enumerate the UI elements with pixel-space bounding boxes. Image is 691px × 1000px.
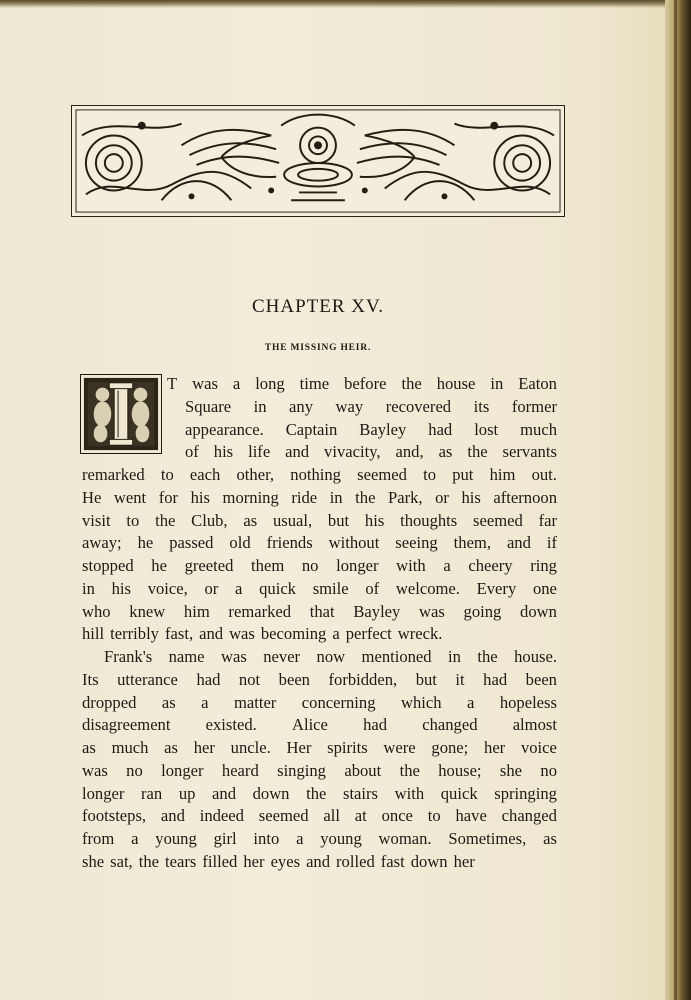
word: old bbox=[229, 533, 251, 553]
word: his bbox=[364, 510, 385, 530]
word: hill bbox=[82, 624, 105, 644]
word: the bbox=[467, 442, 488, 462]
word: much bbox=[111, 738, 149, 757]
word: house bbox=[436, 374, 476, 393]
word: longer bbox=[336, 556, 379, 575]
book-spine bbox=[665, 0, 691, 1000]
word: them bbox=[251, 556, 285, 575]
text-line bbox=[104, 645, 557, 668]
word: without bbox=[328, 533, 380, 553]
word: to bbox=[423, 465, 437, 484]
text-line bbox=[82, 804, 557, 827]
text-line bbox=[82, 850, 557, 873]
word: longer bbox=[82, 783, 125, 803]
word: afternoon bbox=[493, 487, 557, 507]
word: or bbox=[204, 578, 219, 598]
word: from bbox=[82, 829, 115, 848]
word: the bbox=[401, 374, 422, 393]
word: and bbox=[306, 851, 331, 871]
word: fast, bbox=[164, 624, 194, 644]
word: he bbox=[137, 533, 154, 553]
word: a bbox=[443, 556, 451, 575]
word: if bbox=[546, 533, 557, 553]
word: mentioned bbox=[361, 647, 432, 666]
word: in bbox=[253, 396, 267, 416]
word: had bbox=[483, 669, 508, 689]
word: a bbox=[235, 578, 243, 598]
word: as bbox=[161, 692, 176, 712]
word: wreck. bbox=[397, 624, 443, 644]
word: him bbox=[183, 601, 210, 621]
word: perfect bbox=[345, 624, 392, 644]
text-line bbox=[82, 759, 557, 782]
word: Captain bbox=[285, 419, 338, 439]
text-line bbox=[82, 463, 557, 486]
word: the bbox=[477, 647, 498, 666]
word: had bbox=[196, 669, 221, 689]
word: remarked bbox=[228, 601, 292, 621]
word: Frank's bbox=[104, 647, 153, 666]
word: tears bbox=[165, 851, 197, 871]
word: its bbox=[473, 396, 490, 416]
word: not bbox=[238, 669, 261, 689]
word: the bbox=[355, 487, 376, 507]
word: ride bbox=[291, 487, 318, 507]
word: her bbox=[484, 738, 506, 757]
word: Club, bbox=[191, 510, 228, 530]
word: ring bbox=[530, 556, 557, 575]
word: went bbox=[113, 487, 147, 507]
word: Park, bbox=[387, 487, 423, 507]
word: He bbox=[82, 487, 102, 507]
word: nothing bbox=[290, 465, 341, 484]
word: concerning bbox=[301, 692, 376, 712]
word: gone; bbox=[431, 738, 469, 757]
word: house. bbox=[514, 647, 557, 666]
word: she bbox=[499, 760, 523, 780]
word: changed bbox=[501, 806, 557, 826]
word: young bbox=[320, 829, 362, 848]
word: Her bbox=[286, 738, 312, 757]
word: as bbox=[164, 738, 178, 757]
word: been bbox=[525, 669, 557, 689]
word: he bbox=[151, 556, 167, 575]
word: longer bbox=[161, 760, 204, 780]
word: but bbox=[327, 510, 350, 530]
word: a bbox=[232, 374, 241, 393]
text-line bbox=[185, 418, 557, 441]
text-line bbox=[82, 509, 557, 532]
word: Square bbox=[185, 396, 232, 416]
word: was bbox=[82, 760, 108, 780]
word: about bbox=[344, 760, 382, 780]
text-line bbox=[82, 554, 557, 577]
word: at bbox=[354, 806, 367, 826]
word: morning bbox=[222, 487, 279, 507]
word: seemed bbox=[258, 806, 309, 826]
word: spirits bbox=[327, 738, 368, 757]
word: cheery bbox=[468, 556, 513, 575]
word: was bbox=[419, 601, 445, 621]
word: never bbox=[263, 647, 301, 666]
word: down bbox=[252, 783, 290, 803]
word: of bbox=[365, 578, 380, 598]
text-line bbox=[185, 395, 557, 418]
word: seemed bbox=[473, 510, 523, 530]
word: way bbox=[335, 396, 364, 416]
word: any bbox=[289, 396, 314, 416]
word: utterance bbox=[117, 669, 178, 689]
word: was bbox=[229, 624, 255, 644]
word: his bbox=[461, 487, 481, 507]
word: going bbox=[463, 601, 502, 621]
word: visit bbox=[82, 510, 111, 530]
word: it bbox=[455, 669, 465, 689]
word: Its bbox=[82, 669, 99, 689]
word: her bbox=[193, 738, 215, 757]
chapter-title: THE MISSING HEIR. bbox=[264, 343, 372, 353]
word: to bbox=[126, 510, 140, 530]
word: thoughts bbox=[400, 510, 458, 530]
text-line bbox=[82, 531, 557, 554]
word: appearance. bbox=[185, 419, 264, 439]
word: to bbox=[160, 465, 174, 484]
text-line bbox=[82, 668, 557, 691]
word: away; bbox=[82, 533, 122, 553]
word: uncle. bbox=[230, 738, 271, 757]
word: them, bbox=[453, 533, 491, 553]
word: hopeless bbox=[499, 692, 557, 712]
word: in bbox=[490, 374, 504, 393]
text-line bbox=[82, 577, 557, 600]
word: the bbox=[306, 783, 327, 803]
word: his bbox=[190, 487, 210, 507]
ornamental-headpiece bbox=[71, 105, 565, 217]
word: greeted bbox=[184, 556, 234, 575]
word: young bbox=[155, 829, 197, 848]
word: much bbox=[520, 419, 557, 439]
word: vivacity, bbox=[324, 442, 381, 462]
word: Sometimes, bbox=[448, 829, 527, 848]
text-line bbox=[82, 691, 557, 714]
word: rolled bbox=[336, 851, 375, 871]
word: sat, bbox=[110, 851, 133, 871]
word: have bbox=[455, 806, 487, 826]
word: knew bbox=[129, 601, 166, 621]
word: seeing bbox=[395, 533, 438, 553]
word: fast bbox=[380, 851, 405, 871]
word: disagreement bbox=[82, 715, 171, 735]
word: with bbox=[396, 556, 426, 575]
word: and bbox=[199, 624, 224, 644]
word: Every bbox=[476, 578, 517, 598]
word: no bbox=[126, 760, 143, 780]
page-top-edge bbox=[0, 0, 691, 8]
word: terribly bbox=[110, 624, 159, 644]
text-line bbox=[82, 713, 557, 736]
word: now bbox=[316, 647, 346, 666]
word: filled bbox=[202, 851, 238, 871]
word: which bbox=[400, 692, 442, 712]
chapter-heading: CHAPTER XV. bbox=[251, 296, 385, 317]
word: each bbox=[189, 465, 221, 484]
word: in bbox=[329, 487, 343, 507]
text-line bbox=[82, 486, 557, 509]
word: who bbox=[82, 601, 111, 621]
word: in bbox=[448, 647, 461, 666]
word: had bbox=[363, 715, 388, 735]
word: servants bbox=[502, 442, 557, 462]
word: lost bbox=[474, 419, 499, 439]
word: and, bbox=[395, 442, 424, 462]
word: existed. bbox=[205, 715, 257, 735]
word: with bbox=[394, 783, 425, 803]
word: springing bbox=[494, 783, 557, 803]
word: a bbox=[466, 692, 475, 712]
word: down bbox=[410, 851, 448, 871]
word: welcome. bbox=[395, 578, 460, 598]
drop-cap-illustration bbox=[80, 374, 162, 454]
word: recovered bbox=[385, 396, 452, 416]
word: but bbox=[415, 669, 437, 689]
word: his bbox=[213, 442, 234, 462]
word: stopped bbox=[82, 556, 134, 575]
spine-shadow-line bbox=[674, 0, 677, 1000]
word: as bbox=[438, 442, 453, 462]
word: almost bbox=[512, 715, 557, 735]
word: all bbox=[323, 806, 340, 826]
headpiece-engraving bbox=[72, 106, 564, 216]
word: a bbox=[296, 829, 304, 848]
word: T bbox=[167, 374, 178, 393]
word: long bbox=[255, 374, 285, 393]
word: the bbox=[399, 760, 420, 780]
word: house; bbox=[438, 760, 482, 780]
word: were bbox=[383, 738, 416, 757]
word: had bbox=[428, 419, 453, 439]
word: was bbox=[192, 374, 218, 393]
word: no bbox=[540, 760, 557, 780]
word: been bbox=[278, 669, 310, 689]
word: footsteps, bbox=[82, 806, 147, 826]
word: friends bbox=[266, 533, 313, 553]
word: the bbox=[138, 851, 159, 871]
word: indeed bbox=[199, 806, 244, 826]
word: as bbox=[82, 738, 96, 757]
text-line bbox=[82, 600, 557, 623]
word: quick bbox=[259, 578, 296, 598]
word: a bbox=[332, 624, 340, 644]
word: as bbox=[243, 510, 258, 530]
word: as bbox=[543, 829, 557, 848]
word: other, bbox=[236, 465, 275, 484]
word: heard bbox=[221, 760, 259, 780]
word: becoming bbox=[260, 624, 327, 644]
word: no bbox=[301, 556, 319, 575]
word: Bayley bbox=[359, 419, 407, 439]
word: for bbox=[158, 487, 179, 507]
word: changed bbox=[422, 715, 478, 735]
word: passed bbox=[169, 533, 214, 553]
word: before bbox=[344, 374, 387, 393]
word: him bbox=[489, 465, 516, 484]
word: and bbox=[506, 533, 531, 553]
word: was bbox=[220, 647, 247, 666]
word: stairs bbox=[342, 783, 379, 803]
word: remarked bbox=[82, 465, 145, 484]
word: singing bbox=[277, 760, 326, 780]
word: into bbox=[253, 829, 280, 848]
text-line bbox=[82, 782, 557, 805]
word: name bbox=[168, 647, 205, 666]
word: voice, bbox=[147, 578, 188, 598]
word: and bbox=[285, 442, 310, 462]
word: former bbox=[511, 396, 557, 416]
word: ran bbox=[141, 783, 163, 803]
text-line bbox=[82, 622, 557, 645]
word: out. bbox=[531, 465, 557, 484]
word: Alice bbox=[291, 715, 328, 735]
word: the bbox=[155, 510, 176, 530]
word: seemed bbox=[357, 465, 407, 484]
text-line bbox=[167, 372, 557, 395]
word: forbidden, bbox=[328, 669, 398, 689]
word: eyes bbox=[270, 851, 301, 871]
word: quick bbox=[440, 783, 478, 803]
word: or bbox=[435, 487, 449, 507]
word: to bbox=[427, 806, 441, 826]
word: put bbox=[452, 465, 474, 484]
word: dropped bbox=[82, 692, 137, 712]
word: of bbox=[185, 442, 199, 462]
text-line bbox=[82, 827, 557, 850]
word: matter bbox=[233, 692, 277, 712]
text-line bbox=[185, 440, 557, 463]
word: once bbox=[381, 806, 413, 826]
word: one bbox=[532, 578, 557, 598]
word: far bbox=[538, 510, 557, 530]
word: Eaton bbox=[518, 374, 557, 393]
word: down bbox=[520, 601, 557, 621]
word: life bbox=[248, 442, 271, 462]
word: she bbox=[82, 851, 105, 871]
word: girl bbox=[213, 829, 237, 848]
word: woman. bbox=[378, 829, 432, 848]
word: her bbox=[453, 851, 475, 871]
word: a bbox=[131, 829, 139, 848]
word: a bbox=[201, 692, 209, 712]
word: that bbox=[309, 601, 335, 621]
word: time bbox=[299, 374, 330, 393]
word: voice bbox=[520, 738, 557, 757]
word: Bayley bbox=[353, 601, 401, 621]
drop-cap-letter-i-icon bbox=[81, 375, 161, 453]
word: in bbox=[82, 578, 95, 598]
word: smile bbox=[312, 578, 349, 598]
word: her bbox=[243, 851, 265, 871]
word: and bbox=[160, 806, 185, 826]
word: usual, bbox=[272, 510, 313, 530]
word: and bbox=[212, 783, 236, 803]
word: up bbox=[178, 783, 196, 803]
text-line bbox=[82, 736, 557, 759]
word: his bbox=[111, 578, 131, 598]
